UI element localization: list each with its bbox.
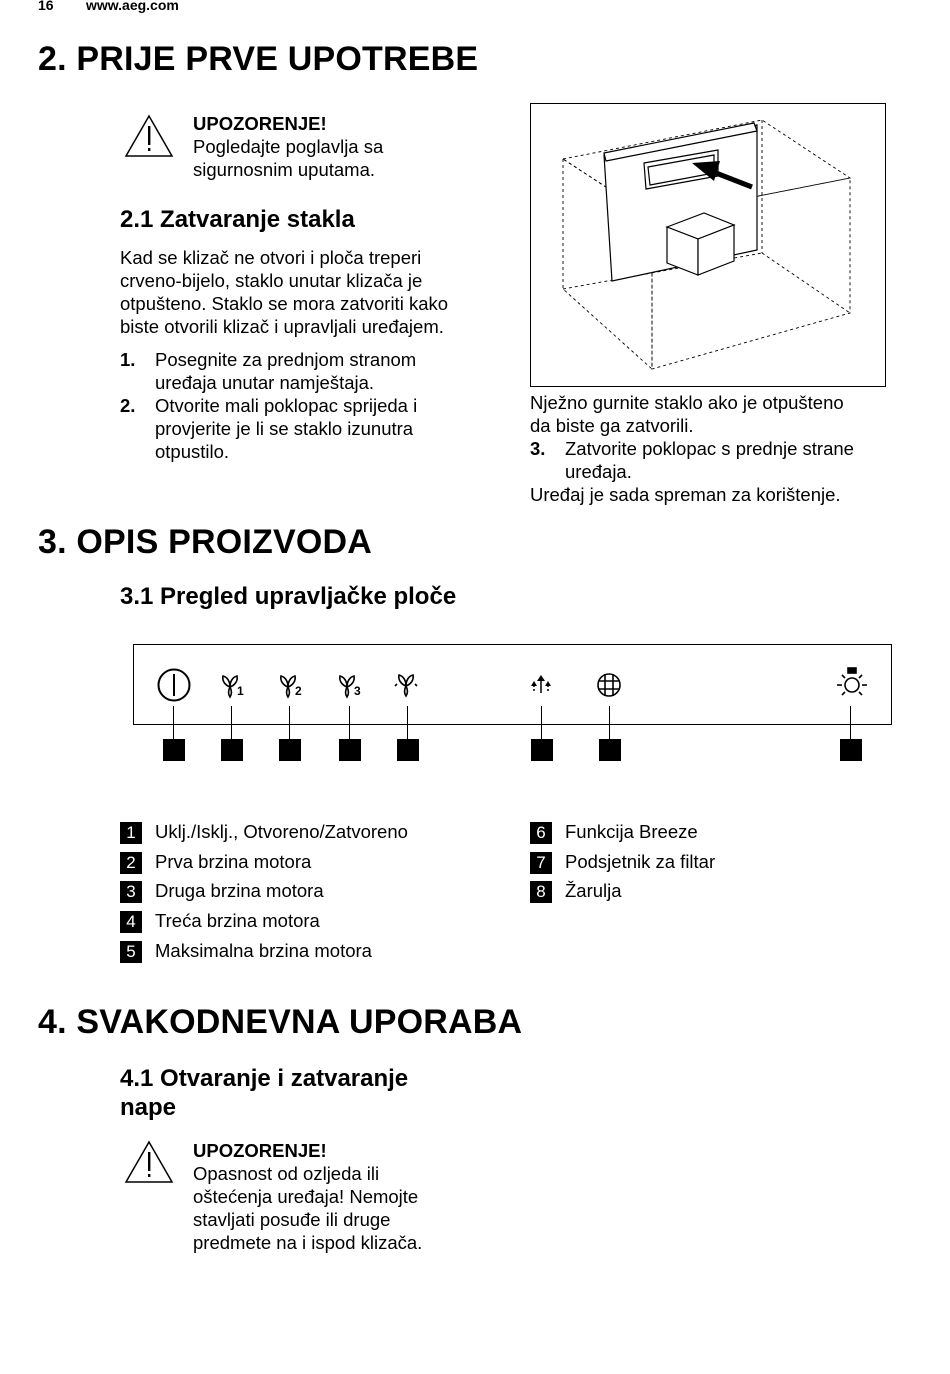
legend-number: 4 xyxy=(120,911,142,933)
legend-text: Prva brzina motora xyxy=(155,851,312,872)
callout-marker-2 xyxy=(221,739,243,761)
warning-text-line: Pogledajte poglavlja sa xyxy=(193,136,384,157)
right-line: Nježno gurnite staklo ako je otpušteno xyxy=(530,392,844,413)
leader-line xyxy=(289,706,290,739)
step-number: 1. xyxy=(120,349,136,370)
step-3 xyxy=(530,437,910,483)
steps-list-2 xyxy=(530,437,910,483)
step-line: Otvorite mali poklopac sprijeda i xyxy=(155,395,418,416)
leader-line xyxy=(850,706,851,739)
callout-marker-7 xyxy=(599,739,621,761)
warning-text-line: predmete na i ispod klizača. xyxy=(193,1232,423,1253)
step-1 xyxy=(120,348,500,394)
right-paragraph xyxy=(530,391,844,437)
legend-text: Žarulja xyxy=(565,880,622,901)
warning-text-line: oštećenja uređaja! Nemojte xyxy=(193,1186,419,1207)
legend-number: 3 xyxy=(120,881,142,903)
fan-speed-3-icon[interactable] xyxy=(336,673,364,699)
step-line: uređaja. xyxy=(565,461,632,482)
step-line: otpustilo. xyxy=(155,441,230,462)
leader-line xyxy=(407,706,408,739)
steps-list xyxy=(120,348,500,463)
legend-item-7 xyxy=(530,850,715,874)
legend-item-2 xyxy=(120,850,311,874)
step-number: 2. xyxy=(120,395,136,416)
callout-marker-5 xyxy=(397,739,419,761)
step-line: Zatvorite poklopac s prednje strane xyxy=(565,438,854,459)
legend-number: 1 xyxy=(120,822,142,844)
hood-illustration xyxy=(530,103,886,387)
leader-line xyxy=(349,706,350,739)
intro-line: otpušteno. Staklo se mora zatvoriti kako xyxy=(120,293,449,314)
step-line: provjerite je li se staklo izunutra xyxy=(155,418,414,439)
callout-marker-6 xyxy=(531,739,553,761)
subsection-2-1-title: 2.1 Zatvaranje stakla xyxy=(120,206,355,233)
step-2 xyxy=(120,394,500,463)
callout-marker-8 xyxy=(840,739,862,761)
step-line: Posegnite za prednjom stranom xyxy=(155,349,417,370)
legend-text: Maksimalna brzina motora xyxy=(155,940,372,961)
fan-speed-max-icon[interactable] xyxy=(394,672,422,698)
breeze-icon[interactable] xyxy=(528,673,556,697)
filter-icon[interactable] xyxy=(596,672,622,698)
speed-label: 1 xyxy=(237,684,244,698)
legend-number: 8 xyxy=(530,881,552,903)
subsection-title-line: nape xyxy=(120,1094,177,1121)
callout-marker-3 xyxy=(279,739,301,761)
legend-number: 5 xyxy=(120,941,142,963)
warning-text-line: stavljati posuđe ili druge xyxy=(193,1209,391,1230)
final-note: Uređaj je sada spreman za korištenje. xyxy=(530,484,841,505)
subsection-title-line: 4.1 Otvaranje i zatvaranje xyxy=(120,1065,409,1092)
warning-title: UPOZORENJE! xyxy=(193,1140,327,1161)
website: www.aeg.com xyxy=(86,0,179,13)
warning-block-1 xyxy=(193,112,383,181)
leader-line xyxy=(609,706,610,739)
light-icon[interactable] xyxy=(835,666,869,700)
legend-number: 7 xyxy=(530,852,552,874)
subsection-4-1-title xyxy=(120,1064,408,1122)
legend-number: 6 xyxy=(530,822,552,844)
intro-line: biste otvorili klizač i upravljali uređajem. xyxy=(120,316,444,337)
warning-icon xyxy=(124,114,174,158)
callout-marker-4 xyxy=(339,739,361,761)
legend-item-5 xyxy=(120,939,372,963)
section-2-title: 2. PRIJE PRVE UPOTREBE xyxy=(38,40,479,78)
intro-paragraph xyxy=(120,246,448,338)
speed-label: 3 xyxy=(354,684,361,698)
legend-number: 2 xyxy=(120,852,142,874)
subsection-3-1-title: 3.1 Pregled upravljačke ploče xyxy=(120,583,457,610)
section-4-title: 4. SVAKODNEVNA UPORABA xyxy=(38,1003,523,1041)
warning-text-line: sigurnosnim uputama. xyxy=(193,159,376,180)
legend-item-1 xyxy=(120,820,408,844)
legend-item-6 xyxy=(530,820,698,844)
step-line: uređaja unutar namještaja. xyxy=(155,372,375,393)
warning-block-2 xyxy=(193,1139,422,1254)
legend-text: Funkcija Breeze xyxy=(565,821,698,842)
legend-text: Druga brzina motora xyxy=(155,880,324,901)
fan-speed-2-icon[interactable] xyxy=(277,673,305,699)
speed-label: 2 xyxy=(295,684,302,698)
legend-item-4 xyxy=(120,909,320,933)
page-number: 16 xyxy=(38,0,54,13)
warning-icon xyxy=(124,1140,174,1184)
legend-text: Uklj./Isklj., Otvoreno/Zatvoreno xyxy=(155,821,408,842)
step-number: 3. xyxy=(530,438,546,459)
intro-line: crveno-bijelo, staklo unutar klizača je xyxy=(120,270,423,291)
warning-text-line: Opasnost od ozljeda ili xyxy=(193,1163,380,1184)
legend-text: Treća brzina motora xyxy=(155,910,320,931)
intro-line: Kad se klizač ne otvori i ploča treperi xyxy=(120,247,422,268)
legend-item-3 xyxy=(120,879,324,903)
leader-line xyxy=(231,706,232,739)
section-3-title: 3. OPIS PROIZVODA xyxy=(38,523,373,561)
warning-title: UPOZORENJE! xyxy=(193,113,327,134)
leader-line xyxy=(541,706,542,739)
leader-line xyxy=(173,706,174,739)
callout-marker-1 xyxy=(163,739,185,761)
legend-item-8 xyxy=(530,879,622,903)
right-line: da biste ga zatvorili. xyxy=(530,415,694,436)
fan-speed-1-icon[interactable] xyxy=(219,673,247,699)
power-icon[interactable] xyxy=(157,668,191,702)
legend-text: Podsjetnik za filtar xyxy=(565,851,716,872)
